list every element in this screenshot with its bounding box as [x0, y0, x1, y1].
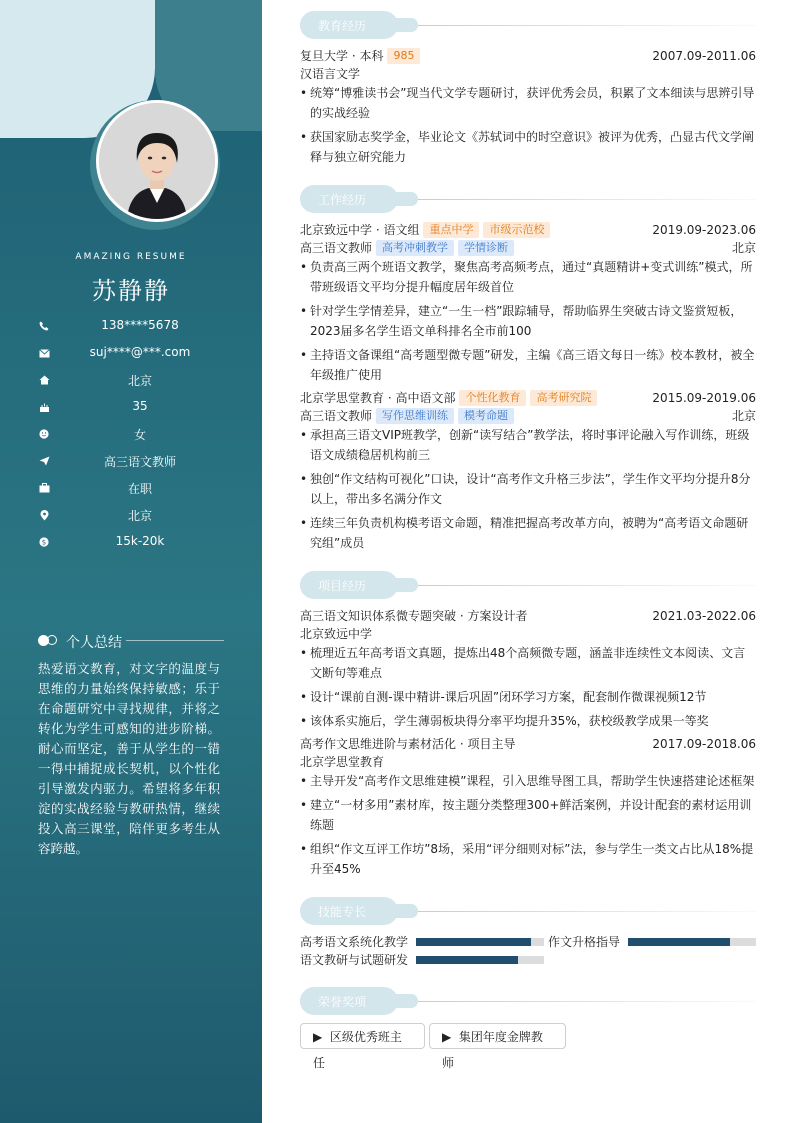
- summary-ring-icon: [47, 635, 57, 645]
- divider: [418, 25, 756, 26]
- project-title: 高考作文思维进阶与素材活化 · 项目主导: [300, 737, 516, 751]
- work-role-row: [300, 407, 756, 425]
- divider: [126, 640, 224, 641]
- school-name: 复旦大学 · 本科: [300, 49, 384, 63]
- divider: [418, 199, 756, 200]
- summary-header: [38, 631, 224, 651]
- info-gender: [38, 424, 242, 444]
- play-icon: ▶: [442, 1030, 452, 1044]
- position-text: 高三语文教师: [103, 455, 176, 469]
- candidate-name: 苏静静: [92, 277, 170, 305]
- role-tag: 模考命题: [458, 408, 514, 424]
- project-org: 北京致远中学: [300, 627, 373, 641]
- phone-icon: [38, 320, 50, 332]
- work-header: [300, 221, 756, 239]
- divider: [418, 585, 756, 586]
- project-org: 北京学思堂教育: [300, 755, 385, 769]
- award-badge: [429, 1023, 566, 1070]
- summary-title: 个人总结: [66, 635, 122, 651]
- list-item: • 主持语文备课组“高考题型微专题”研发，主编《高三语文每日一练》校本教材，被全年级推广使用: [300, 348, 755, 382]
- section-title: 项目经历: [318, 579, 367, 593]
- section-title: 教育经历: [318, 19, 367, 33]
- section-header-skills: [300, 897, 756, 925]
- project-dates: 2017.09-2018.06: [652, 737, 756, 751]
- award-badge: [300, 1023, 425, 1070]
- skill-label: 作文升格指导: [548, 935, 621, 949]
- info-age: [38, 397, 242, 417]
- award-label: 集团年度金牌教师: [442, 1030, 543, 1070]
- gender-text: 女: [133, 428, 146, 442]
- project-org-row: [300, 625, 756, 643]
- education-major: 汉语言文学: [300, 67, 361, 81]
- face-icon: [38, 428, 50, 440]
- org-tag: 高考研究院: [530, 390, 597, 406]
- list-item: • 组织“作文互评工作坊”8场，采用“评分细则对标”法，参与学生一类文占比从18%提升至45%: [300, 842, 754, 876]
- skill-label: 高考语文系统化教学: [300, 935, 409, 949]
- status-text: 在职: [127, 482, 152, 496]
- money-icon: [38, 536, 50, 548]
- project-title: 高三语文知识体系微专题突破 · 方案设计者: [300, 609, 528, 623]
- list-item: • 获国家励志奖学金，毕业论文《苏轼词中的时空意识》被评为优秀，凸显古代文学阐释与独立研究能力: [300, 130, 755, 164]
- skill-bar-fill: [628, 938, 730, 946]
- email-text: suj****@***.com: [89, 345, 191, 359]
- work-role: 高三语文教师: [300, 241, 373, 255]
- section-pill-tail: [388, 18, 418, 32]
- work-role: 高三语文教师: [300, 409, 373, 423]
- divider: [418, 1001, 756, 1002]
- info-email: [38, 343, 242, 363]
- skill-label: 语文教研与试题研发: [300, 953, 409, 967]
- age-text: 35: [132, 399, 148, 413]
- work-city: 北京: [731, 241, 756, 255]
- skill-bar-fill: [416, 938, 531, 946]
- briefcase-icon: [38, 482, 50, 494]
- role-tag: 高考冲刺教学: [376, 240, 454, 256]
- list-item: • 针对学生学情差异，建立“一生一档”跟踪辅导，帮助临界生突破古诗文鉴赏短板，2023届多名学生语文单科排名全市前100: [300, 304, 743, 338]
- section-pill-tail: [388, 904, 418, 918]
- phone-text: 138****5678: [101, 318, 179, 332]
- home-icon: [38, 374, 50, 386]
- role-tag: 学情诊断: [458, 240, 514, 256]
- section-header-education: [300, 11, 756, 39]
- org-tag: 个性化教育: [459, 390, 526, 406]
- list-item: • 设计“课前自测-课中精讲-课后巩固”闭环学习方案，配套制作微课视频12节: [300, 690, 707, 704]
- project-header: [300, 735, 756, 753]
- mail-icon: [38, 347, 50, 359]
- list-item: • 主导开发“高考作文思维建模”课程，引入思维导图工具，帮助学生快速搭建论述框架: [300, 774, 755, 788]
- list-item: • 统筹“博雅读书会”现当代文学专题研讨，获评优秀会员，积累了文本细读与思辨引导的实战经验: [300, 86, 755, 120]
- education-major-row: [300, 65, 756, 83]
- list-item: • 该体系实施后，学生薄弱板块得分率平均提升35%，获校级教学成果一等奖: [300, 714, 709, 728]
- school-tag: 985: [387, 48, 420, 64]
- work-org: 北京致远中学 · 语文组: [300, 223, 420, 237]
- section-header-honors: [300, 987, 756, 1015]
- cake-icon: [38, 401, 50, 413]
- section-title: 工作经历: [318, 193, 367, 207]
- section-title: 荣誉奖项: [318, 995, 367, 1009]
- project-header: [300, 607, 756, 625]
- skill-bar: [628, 938, 756, 946]
- salary-text: 15k-20k: [115, 534, 165, 548]
- work-org: 北京学思堂教育 · 高中语文部: [300, 391, 456, 405]
- org-tag: 市级示范校: [483, 222, 550, 238]
- location-pin-icon: [38, 509, 50, 521]
- org-tag: 重点中学: [423, 222, 479, 238]
- list-item: • 负责高三两个班语文教学，聚焦高考高频考点，通过“真题精讲+变式训练”模式，所带班级语文平均分提升幅度居年级首位: [300, 260, 753, 294]
- skill-bar-fill: [416, 956, 518, 964]
- info-phone: [38, 316, 242, 336]
- work-dates: 2015.09-2019.06: [652, 391, 756, 405]
- list-item: • 连续三年负责机构模考语文命题，精准把握高考改革方向，被聘为“高考语文命题研究组”成员: [300, 516, 749, 550]
- section-pill-tail: [388, 192, 418, 206]
- section-header-work: [300, 185, 756, 213]
- award-label: 区级优秀班主任: [313, 1030, 402, 1070]
- list-item: • 建立“一材多用”素材库，按主题分类整理300+鲜活案例，并设计配套的素材运用训练题: [300, 798, 752, 832]
- section-pill-tail: [388, 578, 418, 592]
- list-item: • 独创“作文结构可视化”口诀，设计“高考作文升格三步法”，学生作文平均分提升8分以上，带出多名满分作文: [300, 472, 751, 506]
- resume-subtitle: AMAZING RESUME: [75, 252, 187, 262]
- project-org-row: [300, 753, 756, 771]
- play-icon: ▶: [313, 1030, 323, 1044]
- avatar: [96, 100, 218, 222]
- education-dates: 2007.09-2011.06: [652, 49, 756, 63]
- work-role-row: [300, 239, 756, 257]
- divider: [418, 911, 756, 912]
- info-home: [38, 370, 242, 390]
- list-item: • 梳理近五年高考语文真题，提炼出48个高频微专题，涵盖非连续性文本阅读、文言文断句等难点: [300, 646, 746, 680]
- work-dates: 2019.09-2023.06: [652, 223, 756, 237]
- info-position: [38, 451, 242, 471]
- skill-bar: [416, 956, 544, 964]
- info-status: [38, 478, 242, 498]
- section-title: 技能专长: [318, 905, 367, 919]
- work-city: 北京: [731, 409, 756, 423]
- sidebar: [0, 0, 262, 1123]
- project-dates: 2021.03-2022.06: [652, 609, 756, 623]
- section-pill-tail: [388, 994, 418, 1008]
- role-tag: 写作思维训练: [376, 408, 454, 424]
- info-salary: [38, 532, 242, 552]
- summary-text: 热爱语文教育，对文字的温度与思维的力量始终保持敏感；乐于在命题研究中寻找规律，并将之转化为学生可感知的进步阶梯。耐心而坚定，善于从学生的一错一得中捕捉成长契机，以个性化引导激发内驱力。希望将多年积淀的实战经验与教研热情，继续投入高三课堂，陪伴更多考生从容跨越。: [38, 661, 220, 856]
- location-text: 北京: [127, 509, 152, 523]
- home-text: 北京: [127, 374, 152, 388]
- skill-bar: [416, 938, 544, 946]
- education-header: [300, 47, 756, 65]
- send-icon: [38, 455, 50, 467]
- section-header-projects: [300, 571, 756, 599]
- work-header: [300, 389, 756, 407]
- svg-text:$: $: [41, 538, 47, 547]
- list-item: • 承担高三语文VIP班教学，创新“读写结合”教学法，将时事评论融入写作训练，班级语文成绩稳居机构前三: [300, 428, 750, 462]
- info-location: [38, 505, 242, 525]
